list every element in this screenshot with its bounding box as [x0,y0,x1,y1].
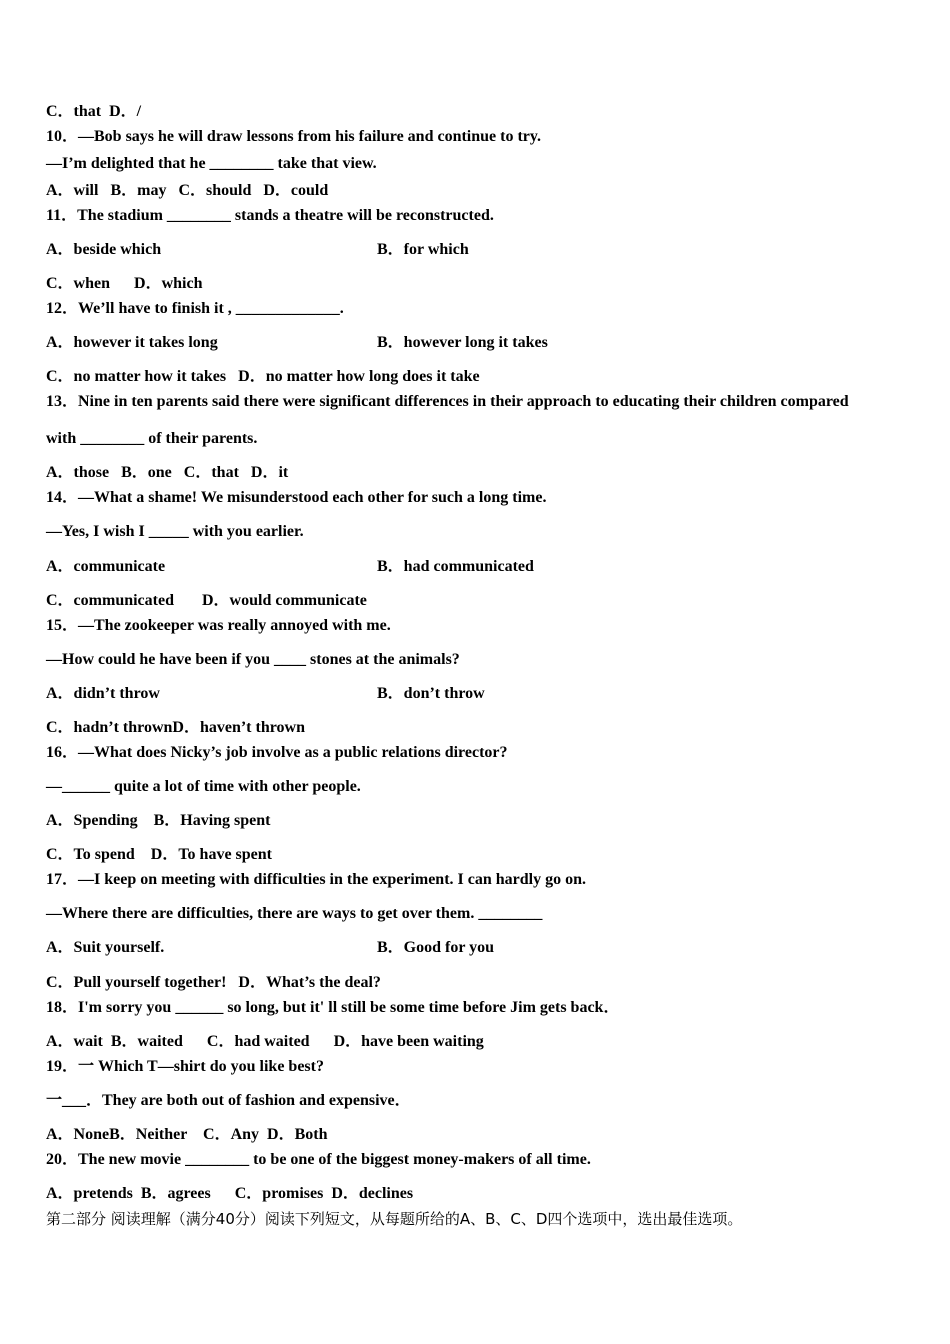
q12-option-b: B．however long it takes [377,334,548,351]
q10-reply: —I’m delighted that he ________ take that view. [46,155,377,172]
q13-stem-cont: with ________ of their parents. [46,430,258,447]
q11-stem: 11．The stadium ________ stands a theatre will be reconstructed. [46,207,494,224]
q15-option-a: A．didn’t throw [46,685,160,702]
q10-options: A．will B．may C．should D．could [46,182,329,199]
q18-stem: 18．I'm sorry you ______ so long, but it' ll still be some time before Jim gets back． [46,999,620,1016]
q16-options-ab: A．Spending B．Having spent [46,812,271,829]
q17-stem: 17．—I keep on meeting with difficulties in the experiment. I can hardly go on. [46,871,586,888]
q13-stem: 13．Nine in ten parents said there were significant differences in their approach to educating their children compared [46,393,849,410]
q14-reply: —Yes, I wish I _____ with you earlier. [46,523,304,540]
part2-heading: 第二部分 阅读理解（满分40分）阅读下列短文，从每题所给的A、B、C、D四个选项中，选出最佳选项。 [46,1210,743,1228]
q9-options-tail: C．that D．/ [46,103,142,120]
q14-stem: 14．—What a shame! We misunderstood each other for such a long time. [46,489,547,506]
q20-stem: 20．The new movie ________ to be one of the biggest money-makers of all time. [46,1151,591,1168]
q16-stem: 16．—What does Nicky’s job involve as a public relations director? [46,744,508,761]
q20-options: A．pretends B．agrees C．promises D．declines [46,1185,414,1202]
q13-options: A．those B．one C．that D．it [46,464,289,481]
q16-options-cd: C．To spend D．To have spent [46,846,272,863]
q11-option-a: A．beside which [46,241,162,258]
q17-option-b: B．Good for you [377,939,495,956]
q14-option-a: A．communicate [46,558,166,575]
q19-reply: 一___．They are both out of fashion and expensive． [46,1092,411,1109]
q17-reply: —Where there are difficulties, there are ways to get over them. ________ [46,905,543,922]
q16-reply: —______ quite a lot of time with other people. [46,778,361,795]
q12-option-a: A．however it takes long [46,334,218,351]
q10-stem: 10．—Bob says he will draw lessons from his failure and continue to try. [46,128,542,145]
q15-option-b: B．don’t throw [377,685,485,702]
q17-options-cd: C．Pull yourself together! D．What’s the deal? [46,974,381,991]
q11-option-b: B．for which [377,241,469,258]
q15-reply: —How could he have been if you ____ stones at the animals? [46,651,460,668]
q14-option-b: B．had communicated [377,558,534,575]
q19-options: A．NoneB．Neither C．Any D．Both [46,1126,328,1143]
q12-options-cd: C．no matter how it takes D．no matter how long does it take [46,368,480,385]
q15-stem: 15．—The zookeeper was really annoyed with me. [46,617,391,634]
q11-options-cd: C．when D．which [46,275,203,292]
q12-stem: 12．We’ll have to finish it , _____________. [46,300,344,317]
q18-options: A．wait B．waited C．had waited D．have been waiting [46,1033,484,1050]
q19-stem: 19．一 Which T—shirt do you like best? [46,1058,324,1075]
q14-options-cd: C．communicated D．would communicate [46,592,367,609]
q17-option-a: A．Suit yourself. [46,939,165,956]
q15-options-cd: C．hadn’t thrownD．haven’t thrown [46,719,306,736]
